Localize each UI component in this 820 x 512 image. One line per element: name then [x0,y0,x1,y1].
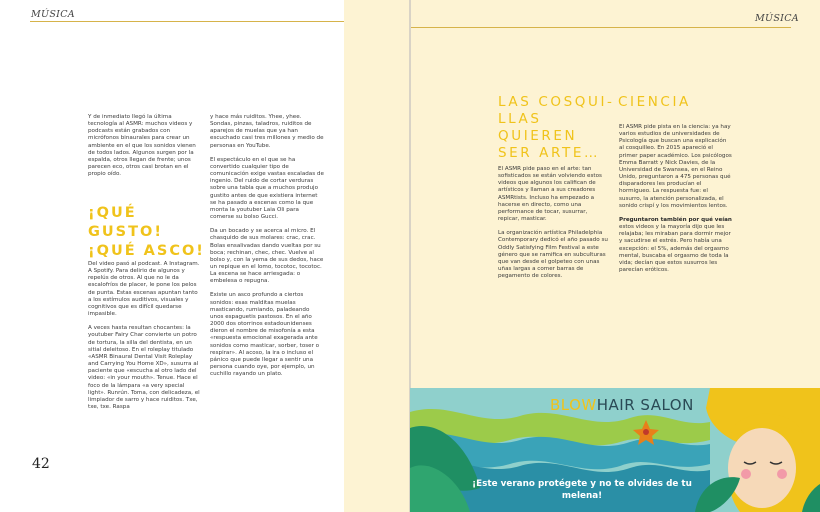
left-heading: ¡QUÉ GUSTO! ¡QUÉ ASCO! [88,205,205,259]
brand-rest: HAIR SALON [596,396,694,414]
paragraph: Da un bocado y se acerca al micro. El chasquido de sus molares: crac, crac. Bolas ensalivadas dando vueltas por su boca; rechinan, chec, chec. Vuelve al bolso y, con la yema de sus dedos, hace un repique en el lomo, tocotoc, tocotoc. La escena se hace arriesgada: o embelesa o repugna. [210,228,324,285]
paragraph: El ASMR pide paso en el arte: tan sofisticados se están volviendo estos videos que algunos los califican de artísticos y llaman a sus creadores ASMRtists. Incluso ha empezado a hacerse en directo, como una performance de tocar, susurrar, repicar, masticar. [498,166,602,223]
left-column-1-top [88,114,201,185]
page-number: 42 [32,456,50,472]
paragraph-rest: estos videos y la mayoría dijo que les relajaba; les miraban para dormir mejor y sacudirse el estrés. Pero había una excepción: el 5%, además del orgasmo mental, buscaba el orgasmo de toda la vida; decían que estos susurros les parecían eróticos. [619,224,731,273]
left-column-1-bottom [88,261,201,418]
paragraph: A veces hasta resultan chocantes: la youtuber Fairy Char convierte un potro de tortura, la silla del dentista, en un sitial deleitoso. En el roleplay titulado «ASMR Binaural Dental Visit Roleplay and Carrying You Home XD», susurra al paciente que «escucha al otro lado del video: «in your mouth». Tenue. Hace el foco de la lámpara «a very special light». Runrún. Toma, con delicadeza, el limpiador de sarro y hace ruiditos. Txe, txe, txe. Raspa [88,325,200,410]
lead-in: Preguntaron también por qué veían [619,216,732,223]
face-shape [728,428,796,508]
right-heading-2: CIENCIA [618,94,691,110]
cheek-right [777,469,787,479]
paragraph: El ASMR pide pista en la ciencia: ya hay varios estudios de universidades de Psicología que buscan una explicación al cosquilleo. En 2015 apareció el primer paper académico. Los psicólogos Emma Barratt y Nick Davies, de la Universidad de Swansea, en el Reino Unido, preguntaron a 475 personas qué disparadores les producían el hormigueo. La respuesta fue: el susurro, la atención personalizada, el sonido crispí y los movimientos lentos. [619,124,732,209]
paragraph: El espectáculo en el que se ha convertido cualquier tipo de comunicación exige vastas escaladas de ingenio. Del ruido de cortar verduras sobre una tabla que a muchos produjo gustito antes de que existiera internet se ha pasado a escenas como la que monta la youtuber Laia Oli para comerse su bolso Gucci. [210,156,324,221]
section-label-left: MÚSICA [31,9,75,20]
paragraph: La organización artística Philadelphia Contemporary dedicó el año pasado su Oddly Satisfying Film Festival a este género que se ramifica en subculturas que van desde el golpeteo con unas uñas largas a comer barras de pegamento de colores. [498,230,608,280]
ad-brand-name [550,396,694,414]
hair-salon-ad [410,388,820,512]
left-column-2 [210,114,324,385]
section-label-right: MÚSICA [755,13,799,24]
paragraph: Existe un asco profundo a ciertos sonidos: esas malditas muelas masticando, rumiando, paladeando unos espaguetis pastosos. En el año 2000 dos otorrinos estadounidenses dieron el nombre de misofonía a esta «respuesta emocional exagerada ante sonidos como masticar, sorber, toser o respirar». Al acoso, la ira o incluso el pánico que puede llegar a sentir una persona cuando oye, por ejemplo, un cuchillo rayando un plato. [210,292,320,378]
cheek-left [741,469,751,479]
paragraph: y hace más ruiditos. Yhee, yhee. Sondas, pinzas, taladros, ruiditos de aparejos de muelas que ya han escuchado casi tres millones y medio de personas en YouTube. [210,114,324,149]
left-page-margin-band [344,0,410,512]
paragraph [619,217,732,274]
paragraph: Del video pasó al podcast. A Instagram. A Spotify. Para delirio de algunos y repelús de otros. Al que no le da escalofríos de placer, le pone los pelos de punta. Estas escenas apuntan tanto a los estímulos auditivos, visuales y cognitivos que es difícil quedarse impasible. [88,261,200,318]
right-heading-1: LAS COSQUI-LLAS QUIEREN SER ARTE… [498,94,615,161]
right-column-2 [619,124,732,281]
paragraph: Y de inmediato llegó la última tecnología al ASMR: muchos videos y podcasts están grabados con micrófonos binaurales para crear un ambiente en el que los sonidos vienen de todos lados. Algunos surgen por la espalda, otros llegan de frente; unos parecen eco, otros casi brotan en el propio oído. [88,114,196,178]
header-rule-right [411,27,791,28]
right-column-1 [498,166,610,287]
brand-highlight: BLOW [550,396,597,414]
header-rule-left [30,21,344,22]
ad-slogan: ¡Este verano protégete y no te olvides de tu melena! [472,479,692,501]
